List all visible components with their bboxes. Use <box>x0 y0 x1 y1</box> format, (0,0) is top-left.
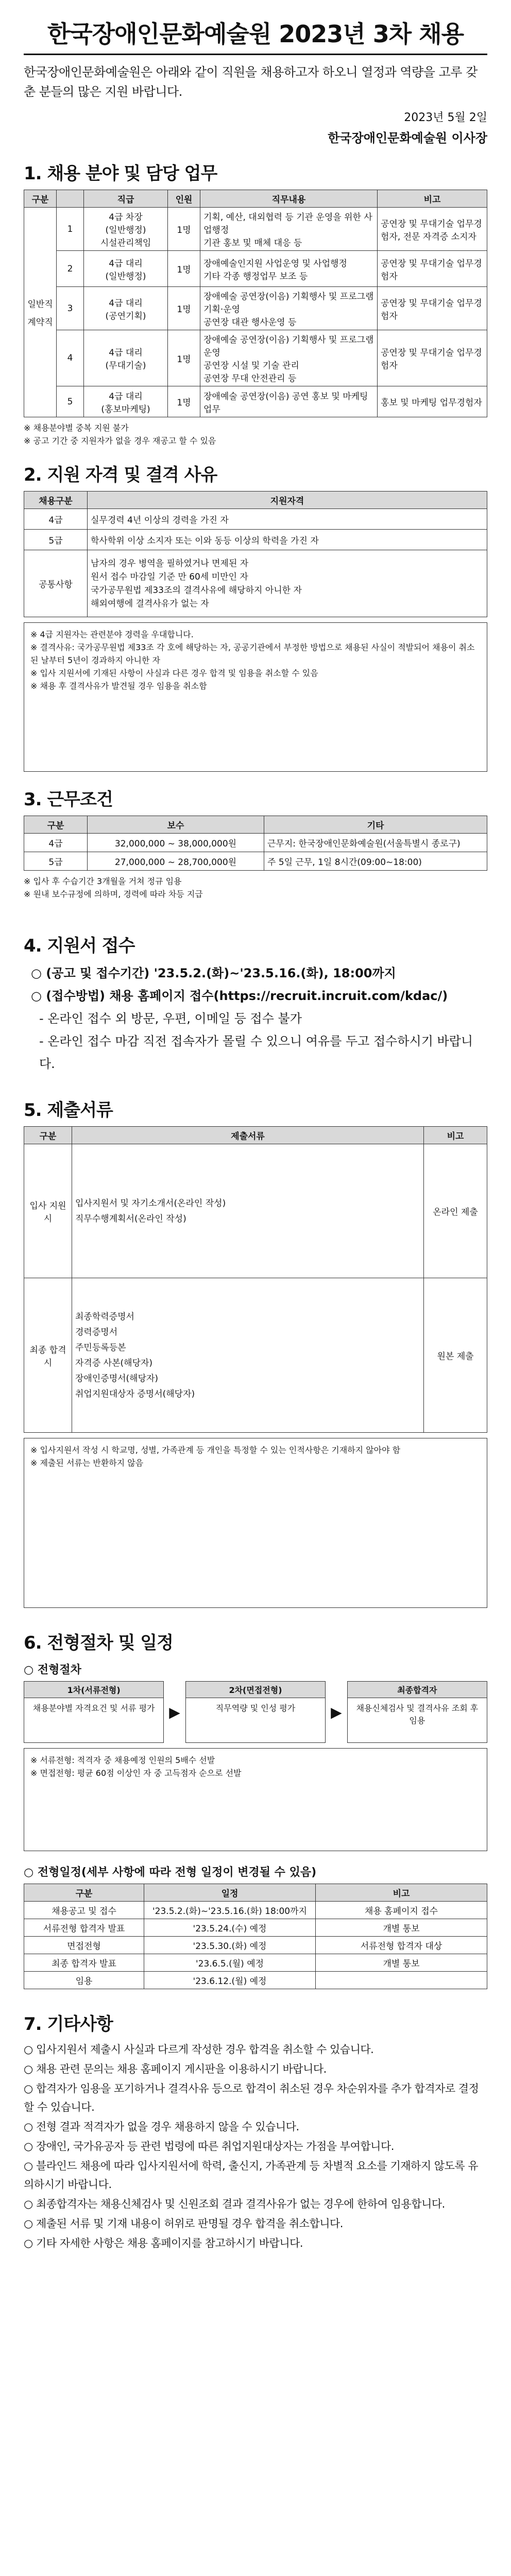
count-cell: 1명 <box>168 330 200 386</box>
note-cell: 개별 통보 <box>316 1919 487 1937</box>
other-note-item: ○ 블라인드 채용에 따라 입사지원서에 학력, 출신지, 가족관계 등 차별적 요소를 기재하지 않도록 유의하시기 바랍니다. <box>24 2160 479 2191</box>
arrow-right-icon: ▶ <box>169 1703 180 1721</box>
pay-cell: 27,000,000 ~ 28,700,000원 <box>88 852 264 871</box>
table-header: 직무내용 <box>200 190 378 208</box>
count-cell: 1명 <box>168 386 200 417</box>
stage-cell: 최종 합격 시 <box>24 1278 72 1433</box>
note-cell: 홍보 및 마케팅 업무경험자 <box>378 386 487 417</box>
process-step <box>24 1681 164 1743</box>
note-cell: 채용 홈페이지 접수 <box>316 1902 487 1919</box>
table-row <box>24 386 487 417</box>
duty-cell: 장애예술 공연장(이음) 기획행사 및 프로그램 운영 공연장 시설 및 기술 관리 공연장 무대 안전관리 등 <box>200 330 378 386</box>
note-cell: 공연장 및 무대기술 업무경험자 <box>378 330 487 386</box>
table-header: 구분 <box>24 190 57 208</box>
process-notes <box>24 1748 487 1851</box>
table-header: 비고 <box>316 1884 487 1902</box>
note-line: ※ 면접전형: 평균 60점 이상인 자 중 고득점자 순으로 선발 <box>30 1768 242 1778</box>
note-line: ※ 제출된 서류는 반환하지 않음 <box>30 1458 144 1468</box>
stage-cell: 입사 지원 시 <box>24 1144 72 1278</box>
category-cell: 공통사항 <box>24 550 88 617</box>
title-rule <box>24 54 487 55</box>
table-header-row <box>24 492 487 509</box>
table-row <box>24 1972 487 1989</box>
table-row <box>24 530 487 550</box>
row-number: 4 <box>57 330 84 386</box>
table-header: 지원자격 <box>88 492 487 509</box>
note-cell: 공연장 및 무대기술 업무경험자 <box>378 251 487 287</box>
qualification-table <box>24 491 487 617</box>
duty-cell: 장애예술 공연장(이음) 공연 홍보 및 마케팅 업무 <box>200 386 378 417</box>
other-note-item: ○ 최종합격자는 채용신체검사 및 신원조회 결과 결격사유가 없는 경우에 한하여 임용합니다. <box>24 2198 445 2210</box>
table-header-row <box>24 1127 487 1144</box>
note-line: ※ 채용분야별 중복 지원 불가 <box>24 423 129 433</box>
note-line: ※ 채용 후 결격사유가 발견될 경우 임용을 취소함 <box>30 681 207 691</box>
table-header: 비고 <box>424 1127 487 1144</box>
application-method: ○ (접수방법) 채용 홈페이지 접수(https://recruit.incruit.com/kdac/) <box>31 989 448 1003</box>
group-label-sub: 계약직 <box>27 317 53 328</box>
other-note-item: ○ 기타 자세한 사항은 채용 홈페이지를 참고하시기 바랍니다. <box>24 2237 303 2249</box>
conditions-table <box>24 816 487 871</box>
application-info <box>24 962 487 1075</box>
process-flow <box>24 1681 487 1743</box>
note-cell: 개별 통보 <box>316 1954 487 1972</box>
count-cell: 1명 <box>168 287 200 330</box>
section-5-title: 5. 제출서류 <box>24 1100 113 1121</box>
process-step-title: 1차(서류전형) <box>24 1682 163 1698</box>
note-cell: 서류전형 합격자 대상 <box>316 1937 487 1954</box>
other-note-item: ○ 채용 관련 문의는 채용 홈페이지 게시판을 이용하시기 바랍니다. <box>24 2063 327 2075</box>
table-row <box>24 1278 487 1433</box>
note-line: ※ 입사지원서 작성 시 학교명, 성별, 가족관계 등 개인을 특정할 수 있는 인적사항은 기재하지 않아야 함 <box>30 1445 401 1455</box>
stage-cell: 최종 합격자 발표 <box>24 1954 144 1972</box>
table-header: 구분 <box>24 1884 144 1902</box>
note-line: ※ 결격사유: 국가공무원법 제33조 각 호에 해당하는 자, 공공기관에서 부정한 방법으로 채용된 사실이 적발되어 채용이 취소된 날부터 5년이 경과하지 아니한 자 <box>30 642 475 665</box>
notice-title: 한국장애인문화예술원 2023년 3차 채용 <box>47 20 464 48</box>
duty-cell: 장애예술인지원 사업운영 및 사업행정 기타 각종 행정업무 보조 등 <box>200 251 378 287</box>
group-label-main: 일반직 <box>27 299 53 310</box>
group-label <box>24 208 57 417</box>
process-step <box>347 1681 487 1743</box>
etc-cell: 주 5일 근무, 1일 8시간(09:00~18:00) <box>264 852 487 871</box>
recruitment-table <box>24 190 487 417</box>
table-header: 기타 <box>264 816 487 834</box>
date-cell: '23.5.30.(화) 예정 <box>144 1937 316 1954</box>
date-cell: '23.5.2.(화)~'23.5.16.(화) 18:00까지 <box>144 1902 316 1919</box>
grade-cell: 4급 <box>24 834 88 852</box>
section-7-title: 7. 기타사항 <box>24 2014 113 2035</box>
table-header: 일정 <box>144 1884 316 1902</box>
requirement-cell: 남자의 경우 병역을 필하였거나 면제된 자 원서 접수 마감일 기준 만 60세 미만인 자 국가공무원법 제33조의 결격사유에 해당하지 아니한 자 해외여행에 결격사유가 없는 자 <box>88 550 487 617</box>
documents-table <box>24 1126 487 1433</box>
table-header: 인원 <box>168 190 200 208</box>
schedule-heading: ○ 전형일정(세부 사항에 따라 전형 일정이 변경될 수 있음) <box>24 1866 317 1879</box>
category-cell: 4급 <box>24 509 88 530</box>
date-cell: '23.5.24.(수) 예정 <box>144 1919 316 1937</box>
note-cell: 원본 제출 <box>424 1278 487 1433</box>
process-step-body: 채용신체검사 및 결격사유 조회 후 임용 <box>356 1703 479 1725</box>
table-row <box>24 1954 487 1972</box>
row-number: 1 <box>57 208 84 251</box>
pay-cell: 32,000,000 ~ 38,000,000원 <box>88 834 264 852</box>
other-note-item: ○ 합격자가 임용을 포기하거나 결격사유 등으로 합격이 취소된 경우 차순위자를 추가 합격자로 결정할 수 있습니다. <box>24 2082 479 2113</box>
requirement-cell: 학사학위 이상 소지자 또는 이와 동등 이상의 학력을 가진 자 <box>88 530 487 550</box>
stage-cell: 임용 <box>24 1972 144 1989</box>
process-step <box>185 1681 326 1743</box>
other-note-item: ○ 전형 결과 적격자가 없을 경우 채용하지 않을 수 있습니다. <box>24 2121 299 2133</box>
count-cell: 1명 <box>168 208 200 251</box>
section-2-notes <box>24 622 487 772</box>
count-cell: 1명 <box>168 251 200 287</box>
table-header: 비고 <box>378 190 487 208</box>
table-header: 채용구분 <box>24 492 88 509</box>
other-notes <box>24 2040 487 2252</box>
section-4-title: 4. 지원서 접수 <box>24 936 135 956</box>
table-row <box>24 1919 487 1937</box>
grade-cell: 4급 차장 (일반행정) 시설관리책임 <box>84 208 168 251</box>
table-row <box>24 550 487 617</box>
grade-cell: 4급 대리 (홍보마케팅) <box>84 386 168 417</box>
stage-cell: 채용공고 및 접수 <box>24 1902 144 1919</box>
section-3-title: 3. 근무조건 <box>24 789 113 810</box>
section-6-title: 6. 전형절차 및 일정 <box>24 1633 173 1653</box>
table-header-row <box>24 190 487 208</box>
table-row <box>24 208 487 251</box>
row-number: 5 <box>57 386 84 417</box>
other-note-item: ○ 제출된 서류 및 기재 내용이 허위로 판명될 경우 합격을 취소합니다. <box>24 2217 343 2230</box>
issuer-signature: 한국장애인문화예술원 이사장 <box>328 131 487 145</box>
documents-cell: 최종학력증명서 경력증명서 주민등록등본 자격증 사본(해당자) 장애인증명서(해당자) 취업지원대상자 증명서(해당자) <box>72 1278 424 1433</box>
application-note: - 온라인 접수 마감 직전 접속자가 몰릴 수 있으니 여유를 두고 접수하시기 바랍니다. <box>39 1034 473 1071</box>
documents-cell: 입사지원서 및 자기소개서(온라인 작성) 직무수행계획서(온라인 작성) <box>72 1144 424 1278</box>
table-row <box>24 330 487 386</box>
table-row <box>24 1937 487 1954</box>
intro-text: 한국장애인문화예술원은 아래와 같이 직원을 채용하고자 하오니 열정과 역량을 고루 갖춘 분들의 많은 지원 바랍니다. <box>24 65 478 99</box>
other-note-item: ○ 장애인, 국가유공자 등 관련 법령에 따른 취업지원대상자는 가점을 부여합니다. <box>24 2140 394 2153</box>
etc-cell: 근무지: 한국장애인문화예술원(서울특별시 종로구) <box>264 834 487 852</box>
section-5-notes <box>24 1438 487 1608</box>
row-number: 2 <box>57 251 84 287</box>
table-header: 구분 <box>24 816 88 834</box>
table-header-row <box>24 1884 487 1902</box>
note-line: ※ 서류전형: 적격자 중 채용예정 인원의 5배수 선발 <box>30 1755 215 1765</box>
grade-cell: 4급 대리 (공연기획) <box>84 287 168 330</box>
section-1-notes <box>24 421 487 447</box>
note-cell: 공연장 및 무대기술 업무경험자 <box>378 287 487 330</box>
section-3-notes <box>24 875 487 901</box>
process-step-body: 직무역량 및 인성 평가 <box>215 1703 296 1713</box>
table-header-row <box>24 816 487 834</box>
grade-cell: 5급 <box>24 852 88 871</box>
table-row <box>24 287 487 330</box>
table-row <box>24 251 487 287</box>
duty-cell: 기획, 예산, 대외협력 등 기관 운영을 위한 사업행정 기관 홍보 및 매체 대응 등 <box>200 208 378 251</box>
table-row <box>24 509 487 530</box>
application-period: ○ (공고 및 접수기간) '23.5.2.(화)~'23.5.16.(화), 18:00까지 <box>31 966 396 980</box>
table-header: 제출서류 <box>72 1127 424 1144</box>
category-cell: 5급 <box>24 530 88 550</box>
note-line: ※ 공고 기간 중 지원자가 없을 경우 재공고 할 수 있음 <box>24 436 216 446</box>
process-step-title: 2차(면접전형) <box>186 1682 325 1698</box>
grade-cell: 4급 대리 (일반행정) <box>84 251 168 287</box>
requirement-cell: 실무경력 4년 이상의 경력을 가진 자 <box>88 509 487 530</box>
other-note-item: ○ 입사지원서 제출시 사실과 다르게 작성한 경우 합격을 취소할 수 있습니다. <box>24 2043 374 2056</box>
note-cell <box>316 1972 487 1989</box>
table-row <box>24 834 487 852</box>
note-cell: 온라인 제출 <box>424 1144 487 1278</box>
process-step-body: 채용분야별 자격요건 및 서류 평가 <box>32 1703 155 1713</box>
date-cell: '23.6.12.(월) 예정 <box>144 1972 316 1989</box>
note-line: ※ 원내 보수규정에 의하며, 경력에 따라 차등 지급 <box>24 889 203 899</box>
table-header: 보수 <box>88 816 264 834</box>
table-row <box>24 852 487 871</box>
table-header <box>57 190 84 208</box>
grade-cell: 4급 대리 (무대기술) <box>84 330 168 386</box>
schedule-table <box>24 1884 487 1989</box>
stage-cell: 서류전형 합격자 발표 <box>24 1919 144 1937</box>
note-line: ※ 4급 지원자는 관련분야 경력을 우대합니다. <box>30 630 194 639</box>
section-2-title: 2. 지원 자격 및 결격 사유 <box>24 465 217 485</box>
table-header: 직급 <box>84 190 168 208</box>
section-1-title: 1. 채용 분야 및 담당 업무 <box>24 163 217 184</box>
table-header: 구분 <box>24 1127 72 1144</box>
note-cell: 공연장 및 무대기술 업무경험자, 전문 자격증 소지자 <box>378 208 487 251</box>
row-number: 3 <box>57 287 84 330</box>
note-line: ※ 입사 후 수습기간 3개월을 거쳐 정규 임용 <box>24 876 182 886</box>
table-row <box>24 1902 487 1919</box>
duty-cell: 장애예술 공연장(이음) 기획행사 및 프로그램 기획·운영 공연장 대관 행사운영 등 <box>200 287 378 330</box>
application-note: - 온라인 접수 외 방문, 우편, 이메일 등 접수 불가 <box>39 1011 302 1026</box>
process-step-title: 최종합격자 <box>348 1682 487 1698</box>
notice-date: 2023년 5월 2일 <box>404 111 487 124</box>
stage-cell: 면접전형 <box>24 1937 144 1954</box>
table-row <box>24 1144 487 1278</box>
process-heading: ○ 전형절차 <box>24 1664 81 1676</box>
note-line: ※ 입사 지원서에 기재된 사항이 사실과 다른 경우 합격 및 임용을 취소할 수 있음 <box>30 668 318 678</box>
arrow-right-icon: ▶ <box>331 1703 342 1721</box>
date-cell: '23.6.5.(월) 예정 <box>144 1954 316 1972</box>
